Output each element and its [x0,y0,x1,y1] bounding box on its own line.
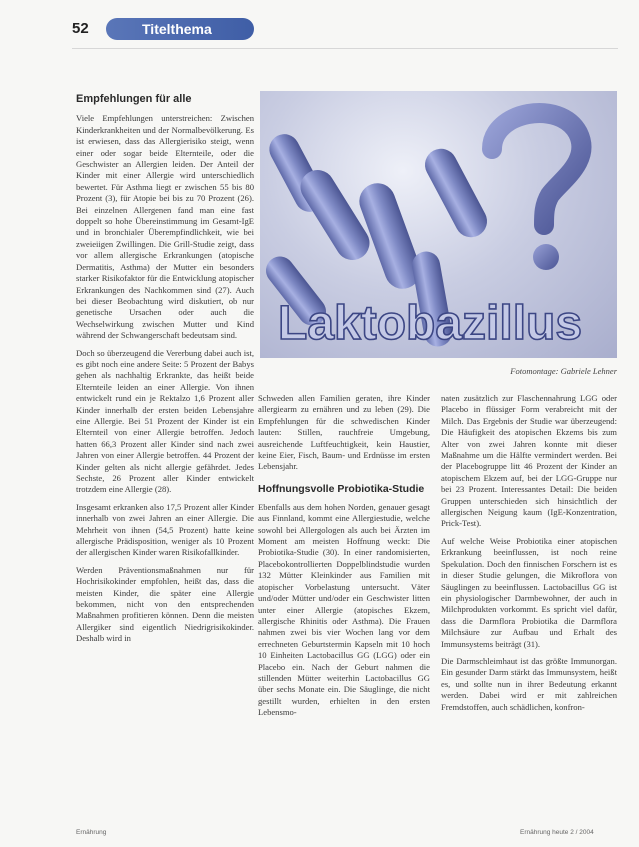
paragraph: Insgesamt erkranken also 17,5 Prozent aller Kinder innerhalb von zwei Jahren an einer Allergie. Die Mehrheit von ihnen (54,5 Prozent) hatte keine allergische Prädisposition, weniger als 10 Prozent der allergischen Kinder waren Risikofallkinder. [76,501,254,558]
section-tab: Titelthema [106,18,254,40]
paragraph: Viele Empfehlungen unterstreichen: Zwischen Kinderkrankheiten und der Normalbevölkerung. Es ist erwiesen, dass das Allergierisiko steigt, wenn einer oder sogar beide Elternteile, oder die Geschwister an Allergien leiden. Der Anteil der Kinder mit einer Allergie wird unterschiedlich bewertet. Für Asthma liegt er zwischen 55 bis 80 Prozent (3), für Atopie bei bis zu 70 Prozent (26). Bei einzelnen Allergenen fand man eine fast doppelt so hohe Übereinstimmung im Gesamt-IgE und in bronchialer Überempfindlichkeit, wie bei zweieiigen Zwillingen. Die Grill-Studie zeigt, dass vor allem allergische Erkrankungen (atopische Dermatitis, Asthma) der Mutter ein besonders starker Risikofaktor für die Entwicklung atopischer Erkrankungen des Nachkommen sind (27). Auch bei dieser Beobachtung wird diskutiert, ob nur genetische Ursachen oder auch die Wechselwirkung zwischen Mutter und Kind während der Schwangerschaft bedeutsam sind. [76,113,254,341]
section-heading: Hoffnungsvolle Probiotika-Studie [258,482,425,495]
section-heading: Empfehlungen für alle [76,93,192,105]
capsule [419,143,492,243]
paragraph: Die Darmschleimhaut ist das größte Immunorgan. Ein gesunder Darm stärkt das Immunsystem, heißt es, und sollte nun in ihrer Bedeutung erkannt werden. Dabei wird er mit zahlreichen Fremdstoffen, auch schädlichen, konfron- [441,655,617,712]
paragraph: naten zusätzlich zur Flaschennahrung LGG oder Placebo in flüssiger Form verabreicht mit der Milch. Das Ergebnis der Studie war überzeugend: Die Häufigkeit des atopischen Ekzems bis zum Alter von zwei Jahren konnte mit dieser Maßnahme um die Hälfte vermindert werden. Bei der Placebogruppe litt 46 Prozent der Kinder an atopischem Ekzem auf, bei der LGG-Gruppe nur bei 23 Prozent. Interessantes Detail: Die beiden Gruppen unterschieden sich hinsichtlich der allergischen Neigung kaum (IgE-Konzentration, Prick-Test). [441,393,617,529]
paragraph: Werden Präventionsmaßnahmen nur für Hochrisikokinder empfohlen, heißt das, dass die meisten Kinder, die später eine Allergie bekommen, nicht von den entsprechenden Maßnahmen profitieren können. Denn die meisten Allergiker sind eigentlich Niedrigrisikokinder. Deshalb wird in [76,564,254,644]
header-rule [72,48,618,49]
footer-right: Ernährung heute 2 / 2004 [520,829,594,836]
column-2 [258,393,430,725]
photo-caption: Fotomontage: Gabriele Lehner [510,366,617,376]
paragraph: Schweden allen Familien geraten, ihre Kinder allergiearm zu ernähren und zu leben (29). Die Empfehlungen für die schwedischen Kinder lauten: Stillen, rauchfreie Umgebung, ausreichende Luftfeuchtigkeit, kein Haustier, keine Eier, Fisch, Baum- und Erdnüsse im ersten Lebensjahr. [258,393,430,472]
column-3 [441,393,617,719]
capsules-illustration [260,91,617,358]
column-1 [76,94,254,651]
footer-left: Ernährung [76,829,107,836]
feature-photo [260,91,617,358]
question-mark-dot [533,244,559,270]
question-mark-icon [492,113,581,225]
photo-overlay-text: Laktobazillus [278,297,583,350]
page-number: 52 [72,20,89,37]
paragraph: Doch so überzeugend die Vererbung dabei auch ist, es gibt noch eine andere Seite: 5 Prozent der Babys gehen als nachhaltig Erkrankte, das heißt beide Elternteile leiden an einer Allergie. Von ihnen entwickelt rund ein je Rektalzo 1,6 Prozent aller Kinder innerhalb der ersten beiden Lebensjahre eine Allergie. Bei 51 Prozent der Kinder ist ein Elternteil von einer Allergie betroffen. Jedoch hatten 66,3 Prozent aller Kinder sind nach zwei Jahren von einer Allergie betroffen. 44 Prozent der Kinder gelten als nicht allergie gefährdet. Jedes Sechste, 26 Prozent aller Kinder entwickelt trotzdem eine Allergie (28). [76,347,254,495]
paragraph: Auf welche Weise Probiotika einer atopischen Erkrankung beeinflussen, ist noch reine Spekulation. Doch den finnischen Forschern ist es in dieser Studie gelungen, die Mikroflora von Säuglingen zu beeinflussen. Lactobacillus GG ist ein physiologischer Darmbewohner, der auch in Milchprodukten vorkommt. Es spricht viel dafür, dass die Darmflora Probiotika die Darmflora Milchsäure zur Aufbau und Erhalt des Immunsystems beiträgt (31). [441,535,617,649]
paragraph: Ebenfalls aus dem hohen Norden, genauer gesagt aus Finnland, kommt eine Allergiestudie, welche sowohl bei Allergologen als auch bei Ärzten im Moment am meisten Hoffnung weckt: Die Probiotika-Studie (30). In einer randomisierten, Placebokontrollierten Doppelblindstudie wurden 132 Mütter Kleinkinder aus Familien mit atopischer Vorbelastung untersucht. Väter und/oder Mütter und/oder ein Geschwister litten unter einer Allergie (atopisches Ekzem, allergische Rhinitis oder Asthma). Die Frauen nahmen zwei bis vier Wochen lang vor dem errechneten Geburtstermin Kapseln mit 10 hoch 10 Einheiten Lactobacillus GG (LGG) oder ein Placebo ein. Nach der Geburt nahmen die stillenden Mütter weiterhin Lactobacillus GG über sechs Monate ein. Die Säuglinge, die nicht gestillt wurden, erhielten in den ersten Lebensmo- [258,501,430,718]
